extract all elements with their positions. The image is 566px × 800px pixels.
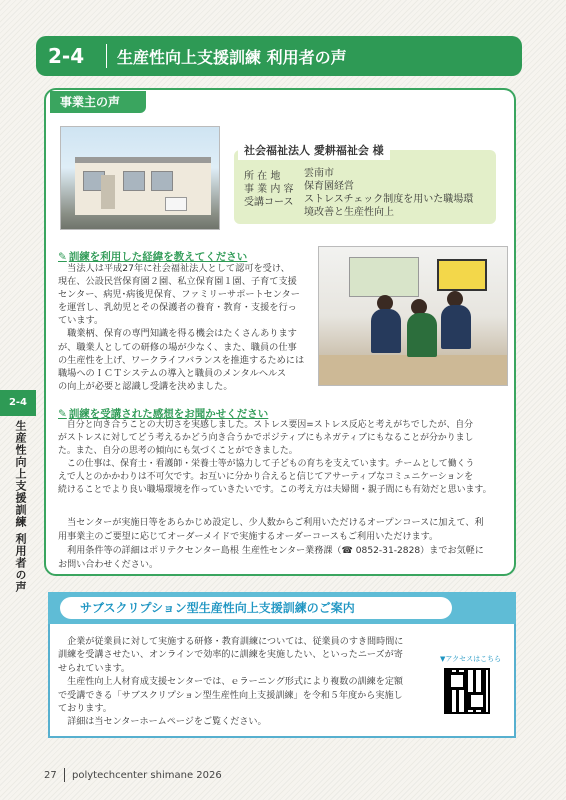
house-window: [123, 171, 145, 191]
footer-text: polytechcenter shimane 2026: [72, 770, 222, 781]
classroom-screen: [437, 259, 487, 291]
order-course-note: 当センターが実施日等をあらかじめ設定し、少人数からご利用いただけるオープンコースに加えて、利 用事業主のご要望に応じてオーダーメイドで実施するオーダーコースもご利用いただけます。 利用条件等の詳細はポリテクセンター島根 生産性センター業務課（☎ 0852-31-2828）までお気軽に お問い合わせください。: [58, 518, 484, 570]
organization-name: 社会福祉法人 愛耕福祉会 様: [238, 140, 390, 160]
header-divider: [106, 44, 107, 68]
org-key: 所 在 地: [244, 171, 281, 182]
org-value: 雲南市: [304, 168, 334, 179]
house-window: [151, 171, 173, 191]
subscription-title: サブスクリプション型生産性向上支援訓練のご案内: [60, 597, 452, 619]
building-photo: [60, 126, 220, 230]
org-value: ストレスチェック制度を用いた職場環境改善と生産性向上: [304, 194, 474, 218]
section-header: [36, 36, 522, 76]
qr-access-label: ▼アクセスはこちら: [440, 655, 502, 663]
question-1-heading: ✎ 訓練を利用した経緯を教えてください: [58, 251, 248, 263]
air-conditioner-unit: [165, 197, 187, 211]
house-door: [101, 175, 115, 209]
section-tag: 事業主の声: [50, 91, 146, 113]
question-1-answer: 当法人は平成27年に社会福祉法人として認可を受け、 現在、公設民営保育園２園、私立保育園１園、子育て支援 センター、病児･病後児保育、ファミリーサポートセンター を運営し、乳幼児とその保護者の養育・教育・支援を行っ ています。 職業柄、保育の専門知識を得る機会はたくさんあります が、職業人としての研修の場が少なく、また、職員の仕事 の生産性を上げ、ワークライフバランスを推進するためには 職場へのＩＣＴシステムの導入と職員のメンタルヘルス の向上が必要と認識し受講を決めました。: [58, 263, 305, 392]
org-key: 事 業 内 容: [244, 184, 294, 195]
subscription-text: 企業が従業員に対して実施する研修・教育訓練については、従業員のすき間時間に 訓練を受講させたい、オンラインで効率的に訓練を実施したい、といったニーズが寄 せられています。 生産性向上人材育成支援センターでは、ｅラーニング形式により複数の訓練を定額 で受講できる「サブスクリプション型生産性向上支援訓練」を令和５年度から実施し ております。 詳細は当センターホームページをご覧ください。: [58, 637, 404, 728]
page-title: 生産性向上支援訓練 利用者の声: [117, 47, 347, 67]
pencil-icon: ✎: [58, 408, 67, 420]
side-tab: 2-4: [0, 390, 36, 416]
side-label: 生産性向上支援訓練 利用者の声: [14, 420, 27, 593]
footer-divider: [64, 768, 65, 782]
org-row-course: [244, 193, 474, 219]
classroom-desk: [319, 355, 508, 386]
question-2-heading: ✎ 訓練を受講された感想をお聞かせください: [58, 408, 269, 420]
org-value: 保育園経営: [304, 181, 354, 192]
classroom-photo: [318, 246, 508, 386]
person: [407, 313, 437, 357]
page-number: 27: [44, 770, 57, 781]
person: [371, 309, 401, 353]
pencil-icon: ✎: [58, 251, 67, 263]
person: [441, 305, 471, 349]
org-key: 受講コース: [244, 197, 294, 208]
question-2-answer: 自分と向き合うことの大切さを実感しました。ストレス要因=ストレス反応と考えがちでしたが、自分 がストレスに対してどう考えるかどう向き合うかでポジティブにもネガティブにもなることが分かりまし た。また、自分の思考の傾向にも気づくことができました。 この仕事は、保育士・看護師・栄養士等が協力して子どもの育ちを支えています。チームとして働くう えで人とのかかわりは不可欠です。お互いに分かり合えると信じてアサーティブなコミュニケーションを 続けることでより良い職場環境を作っていきたいです。この考え方は夫婦間・親子間にも有効だと思います。: [58, 420, 492, 496]
qr-code[interactable]: [444, 668, 490, 714]
section-number: 2-4: [48, 44, 85, 68]
classroom-window: [349, 257, 419, 297]
